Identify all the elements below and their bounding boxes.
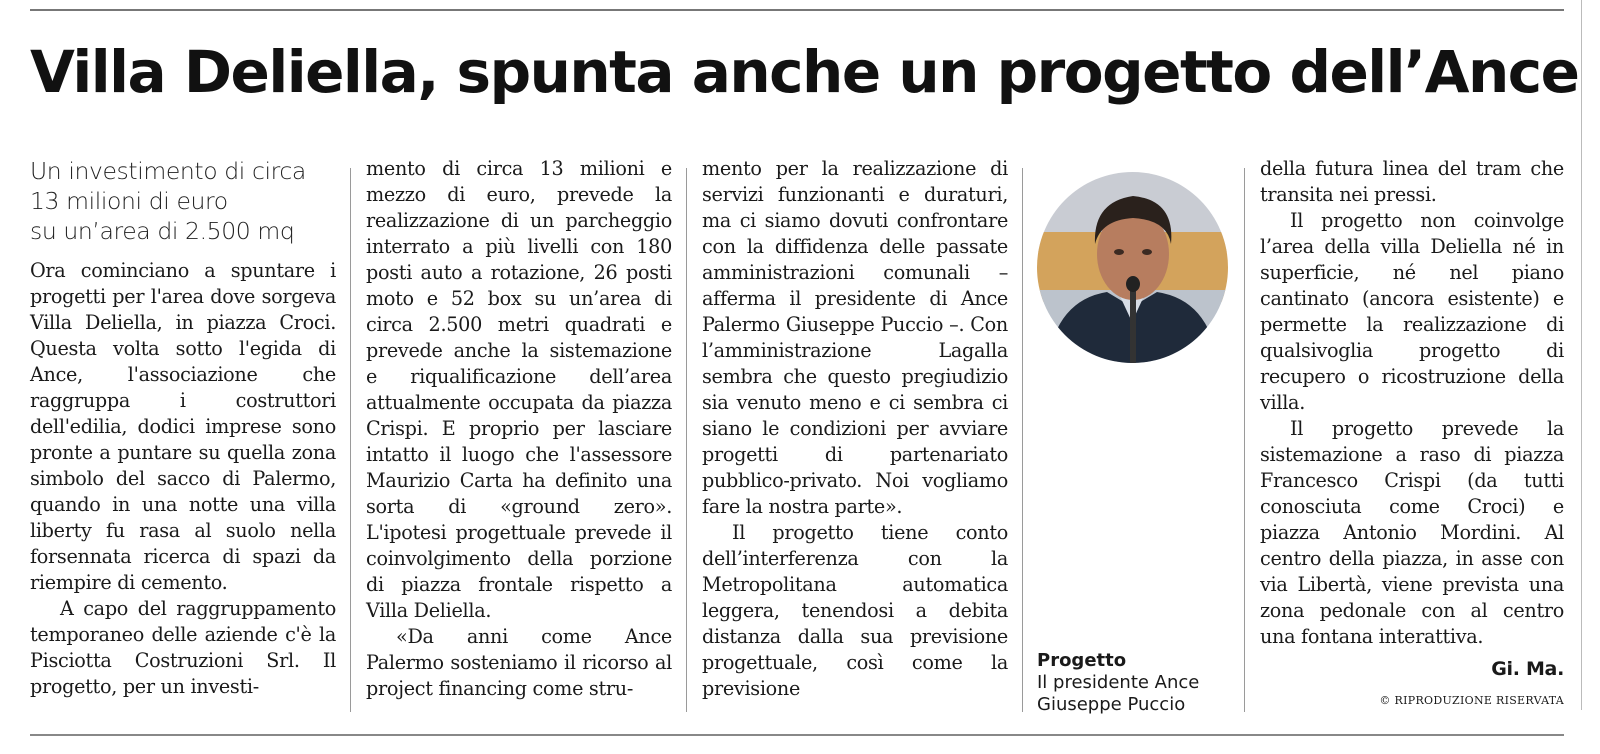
- column-separator: [350, 168, 351, 712]
- author-signature: Gi. Ma.: [1491, 658, 1564, 680]
- caption-line: Il presidente Ance: [1037, 672, 1200, 693]
- paragraph: Il progetto prevede la sistemazione a raso di piazza Francesco Crispi (da tutti conosciuta come Croci) e piazza Antonio Mordini. Al centro della piazza, in asse con via Libertà, viene prevista una zona pedonale con al centro una fontana interattiva.: [1260, 417, 1564, 648]
- paragraph: mento per la realizzazione di servizi funzionanti e duraturi, ma ci siamo dovuti confrontare con la diffidenza delle passate amministrazioni comunali – afferma il presidente di Ance Palermo Giuseppe Puccio –. Con l’amministrazione Lagalla sembra che questo pregiudizio sia venuto meno e ci sembra ci siano le condizioni per avviare progetti di partenariato pubblico-privato. Noi vogliamo fare la nostra parte».: [702, 157, 1008, 518]
- headline: Villa Deliella, spunta anche un progetto dell’Ance: [30, 38, 1579, 106]
- caption-title: Progetto: [1037, 650, 1127, 671]
- column-separator: [1022, 168, 1023, 712]
- paragraph: mento di circa 13 milioni e mezzo di euro, prevede la realizzazione di un parcheggio interrato a più livelli con 180 posti auto a rotazione, 26 posti moto e 52 box su un’area di circa 2.500 metri quadrati e prevede anche la sistemazione e riqualificazione dell’area attualmente occupata da piazza Crispi. E proprio per lasciare intatto il luogo che l'assessore Maurizio Carta ha definito una sorta di «ground zero». L'ipotesi progettuale prevede il coinvolgimento della porzione di piazza frontale rispetto a Villa Deliella.: [366, 157, 672, 622]
- top-rule: [30, 9, 1564, 11]
- column-separator: [686, 168, 687, 712]
- photo-caption: [1037, 650, 1199, 716]
- paragraph: Il progetto tiene conto dell’interferenza con la Metropolitana automatica leggera, tenendosi a debita distanza dalla sua previsione progettuale, così come la previsione: [702, 521, 1008, 700]
- subheadline-line: Un investimento di circa: [30, 157, 306, 185]
- column-2: [366, 156, 672, 702]
- right-border: [1581, 0, 1582, 710]
- copyright-notice: © RIPRODUZIONE RISERVATA: [1379, 694, 1564, 707]
- column-separator: [1244, 168, 1245, 712]
- column-3: [702, 156, 1008, 702]
- subheadline-line: 13 milioni di euro: [30, 187, 228, 215]
- subheadline: [30, 156, 336, 246]
- paragraph: Ora cominciano a spuntare i progetti per l'area dove sorgeva Villa Deliella, in piazza Croci. Questa volta sotto l'egida di Ance, l'associazione che raggruppa i costruttori dell'edilia, dodici imprese sono pronte a puntare su quella zona simbolo del sacco di Palermo, quando in una notte una villa liberty fu rasa al suolo nella forsennata ricerca di spazi da riempire di cemento.: [30, 259, 336, 594]
- paragraph: Il progetto non coinvolge l’area della villa Deliella né in superficie, né nel piano cantinato (ancora esistente) e permette la realizzazione di qualsivoglia progetto di recupero o ricostruzione della villa.: [1260, 209, 1564, 414]
- bottom-rule: [30, 734, 1564, 736]
- paragraph: della futura linea del tram che transita nei pressi.: [1260, 157, 1564, 206]
- caption-line: Giuseppe Puccio: [1037, 694, 1186, 715]
- paragraph: A capo del raggruppamento temporaneo delle aziende c'è la Pisciotta Costruzioni Srl. Il progetto, per un investi-: [30, 597, 336, 698]
- portrait-photo: [1037, 172, 1228, 363]
- subheadline-line: su un’area di 2.500 mq: [30, 217, 295, 245]
- column-1: [30, 156, 336, 700]
- paragraph: «Da anni come Ance Palermo sosteniamo il ricorso al project financing come stru-: [366, 625, 672, 700]
- portrait-illustration: [1037, 172, 1228, 363]
- column-5: [1260, 156, 1564, 714]
